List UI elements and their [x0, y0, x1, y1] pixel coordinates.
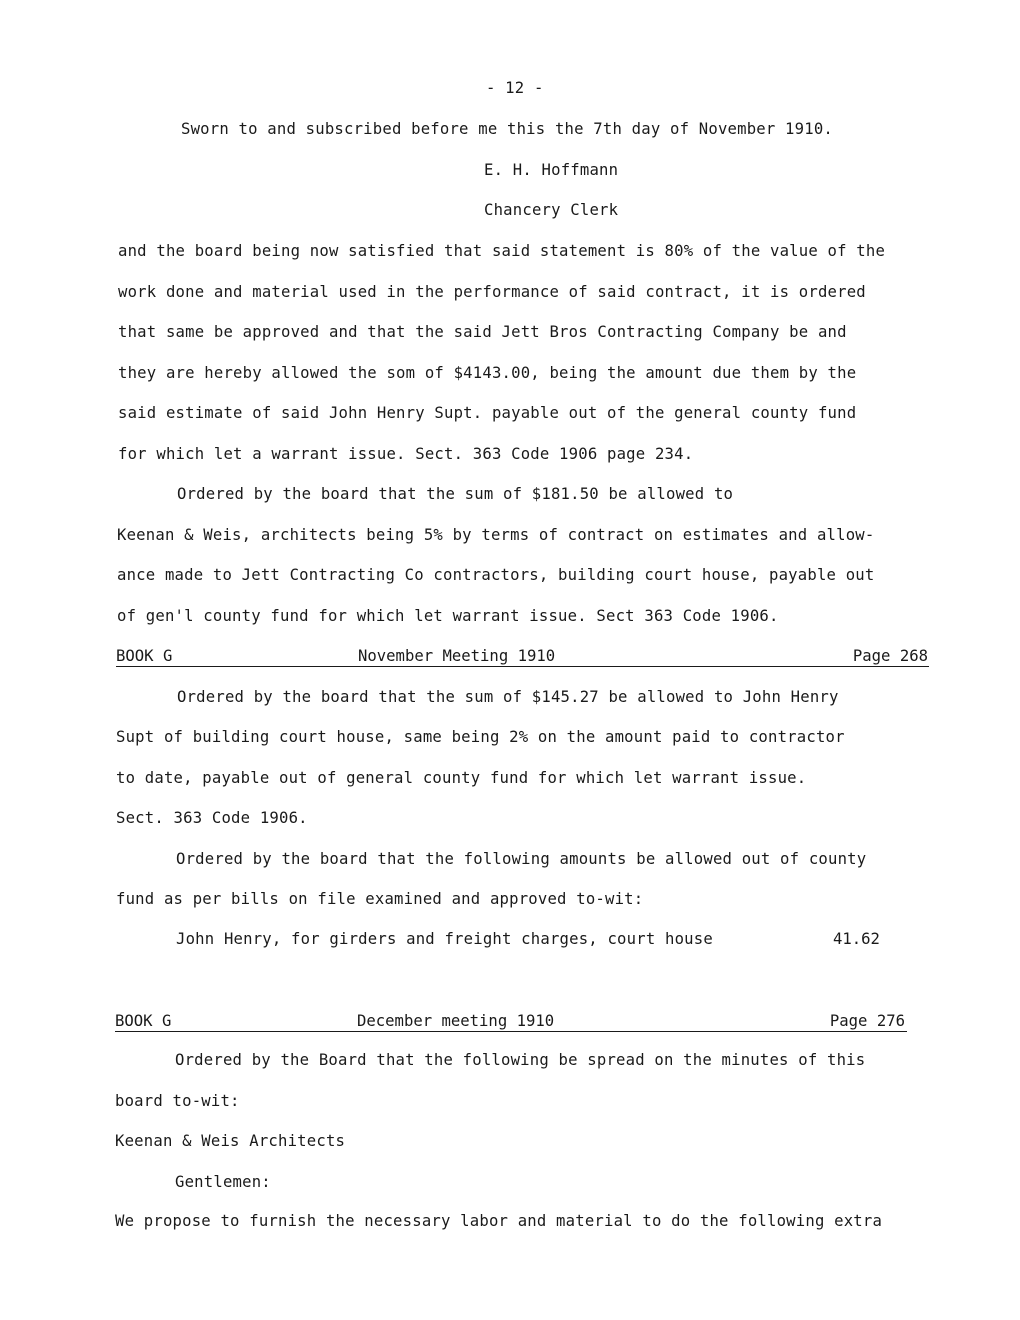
paragraph-line: to date, payable out of general county fund for which let warrant issue. [116, 769, 807, 787]
paragraph-line: they are hereby allowed the som of $4143.00, being the amount due them by the [118, 364, 857, 382]
paragraph-line: Ordered by the Board that the following be spread on the minutes of this [175, 1051, 866, 1069]
paragraph-line: said estimate of said John Henry Supt. payable out of the general county fund [118, 404, 857, 422]
meeting-label: November Meeting 1910 [358, 647, 556, 665]
paragraph-line: Ordered by the board that the sum of $181.50 be allowed to [177, 485, 734, 503]
paragraph-line: Supt of building court house, same being 2% on the amount paid to contractor [116, 728, 845, 746]
meeting-label: December meeting 1910 [357, 1012, 555, 1030]
page-ref: Page 268 [852, 647, 928, 665]
addressee: Keenan & Weis Architects [115, 1132, 346, 1150]
paragraph-line: work done and material used in the performance of said contract, it is ordered [118, 283, 866, 301]
paragraph-line: ance made to Jett Contracting Co contractors, building court house, payable out [117, 566, 875, 584]
book-header-december [115, 1011, 907, 1032]
paragraph-line: board to-wit: [115, 1092, 240, 1110]
bill-amount: 41.62 [833, 930, 880, 948]
page-number: - 12 - [486, 79, 544, 97]
paragraph-line: and the board being now satisfied that said statement is 80% of the value of the [118, 242, 886, 260]
paragraph-line: of gen'l county fund for which let warrant issue. Sect 363 Code 1906. [117, 607, 779, 625]
salutation: Gentlemen: [175, 1173, 271, 1191]
book-label: BOOK G [115, 1012, 172, 1030]
paragraph-line: Ordered by the board that the following amounts be allowed out of county [176, 850, 867, 868]
oath-title: Chancery Clerk [484, 201, 619, 219]
oath-sworn-line: Sworn to and subscribed before me this the 7th day of November 1910. [181, 120, 833, 138]
page-ref: Page 276 [829, 1012, 905, 1030]
paragraph-line: We propose to furnish the necessary labor and material to do the following extra [115, 1212, 883, 1230]
paragraph-line: Ordered by the board that the sum of $145.27 be allowed to John Henry [177, 688, 839, 706]
book-label: BOOK G [116, 647, 173, 665]
oath-signer: E. H. Hoffmann [484, 161, 619, 179]
paragraph-line: Keenan & Weis, architects being 5% by terms of contract on estimates and allow- [117, 526, 875, 544]
book-header-november [116, 646, 929, 667]
paragraph-line: that same be approved and that the said Jett Bros Contracting Company be and [118, 323, 847, 341]
paragraph-line: for which let a warrant issue. Sect. 363 Code 1906 page 234. [118, 445, 694, 463]
paragraph-line: Sect. 363 Code 1906. [116, 809, 308, 827]
paragraph-line: fund as per bills on file examined and approved to-wit: [116, 890, 644, 908]
bill-item: John Henry, for girders and freight charges, court house [176, 930, 713, 948]
